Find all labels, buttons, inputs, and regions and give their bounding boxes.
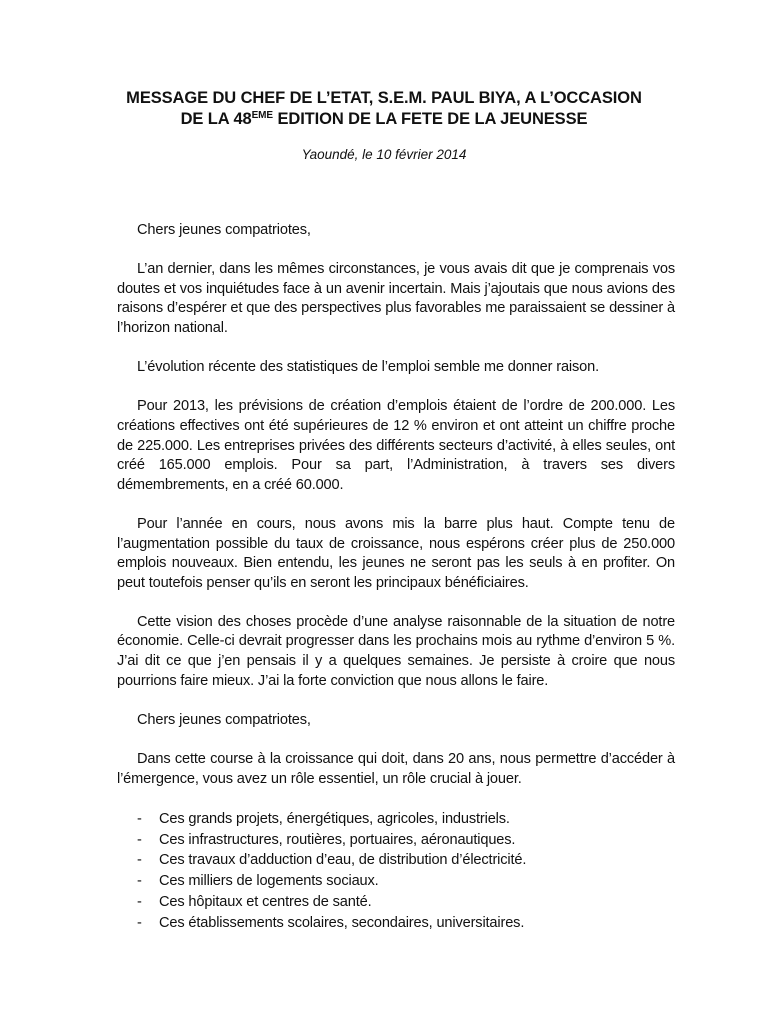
list-item-text: Ces infrastructures, routières, portuaires, aéronautiques. [159,831,516,848]
list-dash: - [137,810,142,827]
paragraph-salutation-1: Chers jeunes compatriotes, [137,222,311,238]
title-line-2-start: DE LA 48 [180,110,252,128]
list-item [117,850,675,871]
document-title [100,88,668,130]
list-item [117,892,675,913]
bullet-list [117,809,675,934]
paragraph-4: Pour l’année en cours, nous avons mis la barre plus haut. Compte tenu de l’augmentation possible du taux de croissance, nous espérons créer plus de 250.000 emplois nouveaux. Bien entendu, les jeunes ne seront pas les seuls à en profiter. On peut toutefois penser qu’ils en seront les principaux bénéficiaires. [117,515,675,591]
list-item-text: Ces grands projets, énergétiques, agricoles, industriels. [159,810,510,827]
list-dash: - [137,873,142,890]
list-dash: - [137,852,142,869]
document-body [117,221,675,934]
list-item-text: Ces établissements scolaires, secondaires, universitaires. [159,914,525,931]
document-date: Yaoundé, le 10 février 2014 [301,147,467,162]
list-item [117,830,675,851]
paragraph-2: L’évolution récente des statistiques de l’emploi semble me donner raison. [137,359,599,376]
list-item-text: Ces travaux d’adduction d’eau, de distribution d’électricité. [159,852,527,869]
title-line-1: MESSAGE DU CHEF DE L’ETAT, S.E.M. PAUL BIYA, A L’OCCASION [126,89,642,107]
paragraph-1: L’an dernier, dans les mêmes circonstances, je vous avais dit que je comprenais vos doutes et vos inquiétudes face à un avenir incertain. Mais j’ajoutais que nous avions des raisons d’espérer et que des perspectives plus favorables me paraissaient se dessiner à l’horizon national. [117,261,675,336]
title-superscript: EME [251,110,273,121]
title-line-2 [100,109,668,130]
list-dash: - [137,914,142,931]
list-dash: - [137,894,142,910]
list-item [117,871,675,892]
paragraph-6: Dans cette course à la croissance qui doit, dans 20 ans, nous permettre d’accéder à l’émergence, vous avez un rôle essentiel, un rôle crucial à jouer. [117,751,675,787]
list-item-text: Ces milliers de logements sociaux. [159,873,379,890]
list-dash: - [137,831,142,848]
paragraph-5: Cette vision des choses procède d’une analyse raisonnable de la situation de notre économie. Celle-ci devrait progresser dans les prochains mois au rythme d’environ 5 %. J’ai dit ce que j’en pensais il y a quelques semaines. Je persiste à croire que nous pourrions faire mieux. J’ai la forte conviction que nous allons le faire. [117,613,675,689]
paragraph-salutation-2: Chers jeunes compatriotes, [137,711,311,728]
list-item-text: Ces hôpitaux et centres de santé. [159,894,372,910]
list-item [117,913,675,934]
paragraph-3: Pour 2013, les prévisions de création d’emplois étaient de l’ordre de 200.000. Les créations effectives ont été supérieures de 12 % environ et ont atteint un chiffre proche de 225.000. Les entreprises privées des différents secteurs d’activité, à elles seules, ont créé 165.000 emplois. Pour sa part, l’Administration, à travers ses divers démembrements, en a créé 60.000. [117,398,675,493]
list-item [117,809,675,830]
title-line-2-end: EDITION DE LA FETE DE LA JEUNESSE [272,110,588,128]
